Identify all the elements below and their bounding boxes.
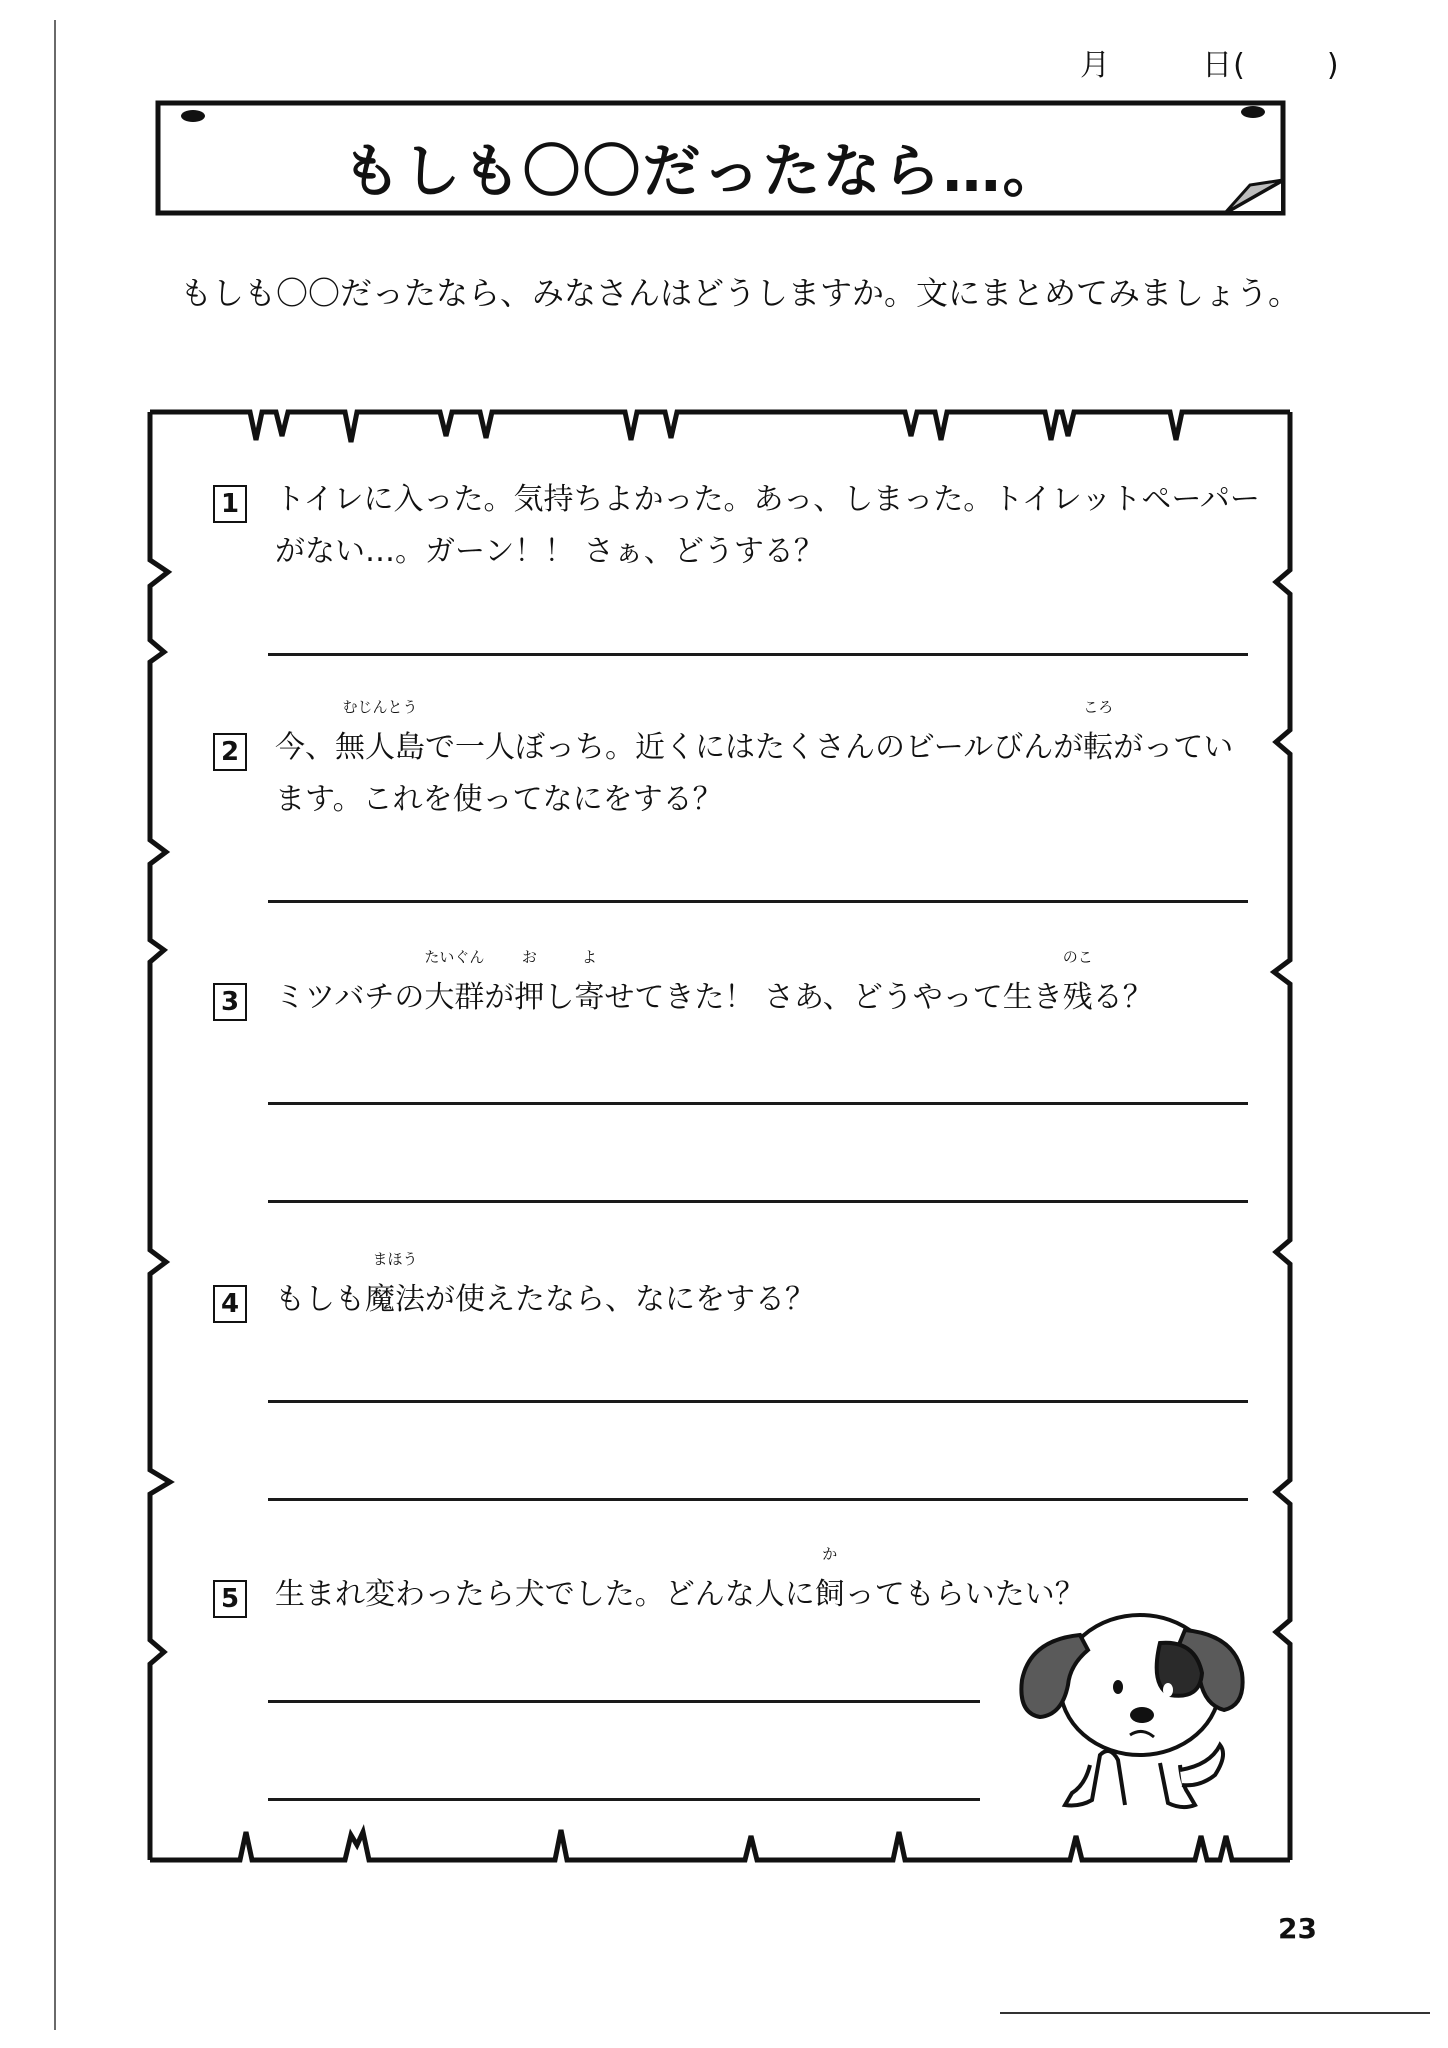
q2-kanji-mujintou: むじんとう 無人島	[335, 698, 425, 765]
question-2-line-2: ます。これを使ってなにをする？	[275, 782, 723, 817]
q3-kanji-o: お 押	[514, 948, 545, 1015]
q4-text-b: が使えたなら、なにをする？	[425, 1282, 815, 1317]
q2-text-a: 今、	[275, 730, 335, 765]
question-4-number: 4	[213, 1285, 247, 1323]
q3-ruby-noko: のこ	[1062, 948, 1093, 966]
answer-line-4a[interactable]	[268, 1400, 1248, 1403]
q4-ruby-mahou: まほう	[372, 1250, 418, 1268]
q3-kanji-yo: よ 寄	[574, 948, 605, 1015]
question-3-text	[275, 948, 1275, 1024]
q2-ruby-koro: ころ	[1083, 698, 1114, 716]
answer-line-5b[interactable]	[268, 1798, 980, 1801]
day-label: 日(	[1202, 48, 1246, 83]
q3-ruby-o: お	[521, 948, 537, 966]
question-4-text	[275, 1250, 1275, 1326]
q3-text-c: し	[544, 980, 575, 1015]
q3-ruby-taigun: たいぐん	[424, 948, 485, 966]
question-4-line-1	[275, 1250, 1275, 1326]
month-label: 月	[1080, 48, 1111, 83]
question-1-line-2: がない…。ガーン！！ さぁ、どうする？	[275, 534, 824, 569]
weekday-close: )	[1326, 48, 1340, 83]
answer-line-3a[interactable]	[268, 1102, 1248, 1105]
instructions-text: もしも〇〇だったなら、みなさんはどうしますか。文にまとめてみましょう。	[180, 274, 1301, 312]
question-5-number: 5	[213, 1580, 247, 1618]
page-title: もしも〇〇だったなら…。	[342, 137, 1063, 205]
question-1-number: 1	[213, 485, 247, 523]
answer-line-4b[interactable]	[268, 1498, 1248, 1501]
q3-kanji-noko: のこ 残	[1062, 948, 1093, 1015]
bottom-rule	[1000, 2012, 1430, 2014]
q2-ruby-mujintou: むじんとう	[342, 698, 418, 716]
q2-text-c: がってい	[1113, 730, 1234, 765]
q3-text-b: が	[484, 980, 515, 1015]
q2-text-b: で一人ぼっち。近くにはたくさんのビールびんが	[425, 730, 1084, 765]
question-1-text	[275, 474, 1275, 578]
answer-line-3b[interactable]	[268, 1200, 1248, 1203]
q3-kanji-taigun: たいぐん 大群	[424, 948, 485, 1015]
q4-kanji-mahou: まほう 魔法	[365, 1250, 425, 1317]
q3-ruby-yo: よ	[581, 948, 597, 966]
q5-text-a: 生まれ変わったら犬でした。どんな人に	[275, 1577, 815, 1612]
question-2-text	[275, 698, 1275, 826]
answer-line-1[interactable]	[268, 653, 1248, 656]
question-1-line-1: トイレに入った。気持ちよかった。あっ、しまった。トイレットペーパー	[275, 482, 1260, 517]
q5-kanji-ka: か 飼	[814, 1545, 845, 1612]
answer-line-2[interactable]	[268, 900, 1248, 903]
question-3-line-1	[275, 948, 1275, 1024]
question-2-number: 2	[213, 733, 247, 771]
page-number: 23	[1278, 1912, 1317, 1945]
q2-kanji-koro: ころ 転	[1083, 698, 1114, 765]
answer-line-5a[interactable]	[268, 1700, 980, 1703]
q4-text-a: もしも	[275, 1282, 365, 1317]
q3-text-d: せてきた！ さあ、どうやって生き	[604, 980, 1063, 1015]
q5-text-b: ってもらいたい？	[844, 1577, 1085, 1612]
q3-text-e: る？	[1092, 980, 1153, 1015]
q5-ruby-ka: か	[822, 1545, 838, 1563]
question-3-number: 3	[213, 983, 247, 1021]
question-2-line-1	[275, 698, 1275, 774]
dog-illustration-icon	[1010, 1595, 1250, 1825]
q3-text-a: ミツバチの	[275, 980, 425, 1015]
